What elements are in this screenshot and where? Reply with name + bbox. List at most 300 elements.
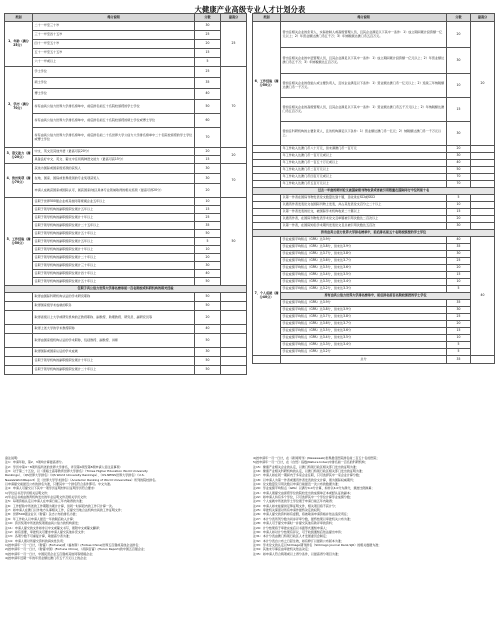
table-row [253, 349, 495, 356]
note-line: 注6：工作经验中所述的工作期限为累计计算，但同一时间段内的工作只计算一次。 [5, 503, 115, 508]
points-cell: 15 [195, 156, 221, 164]
points-cell: 40 [447, 160, 471, 167]
empty-category-cell [5, 302, 33, 311]
note-line: 注7：如申请人在澳门以外地方从事相关工作，应提交当地合法机构出具的工作证明文件； [5, 508, 124, 513]
table-row [253, 202, 495, 209]
table-row [5, 58, 247, 67]
table-row [253, 300, 495, 307]
left-score-table [4, 13, 247, 375]
table-row [5, 156, 247, 164]
criterion-cell: 持有由具公信力世界大学排名榜单中，前后排名前五十名院校颁授的学士学位 [33, 100, 195, 114]
total-row [253, 356, 495, 364]
empty-max-cell [471, 216, 495, 223]
criterion-cell: 学业成绩平均积点（GPA）达3.8分，但未达3.9分 [281, 244, 447, 251]
max-score-cell: 50 [221, 198, 247, 286]
section-band: 持有由具公信力世界大学排名榜单中，前后排名前五十名院校颁授的学士学位 [253, 230, 495, 237]
note-line: 注1：申请年龄，第2、3项均计算最高得分。 [5, 460, 65, 465]
table-row [5, 164, 247, 174]
category-cell: 7、个人成就（满分40分） [253, 237, 281, 356]
points-cell: 25 [447, 314, 471, 321]
criterion-cell: 曾出任相关企业的中层管理人员，且其企业满足以下其中一条件：1）成立期间累计投资额一亿元以上；2）年营业额达澳门币五千万；3）年纳税额达五百万元。 [281, 48, 447, 74]
total-value: 35 [447, 356, 471, 364]
table-row [5, 100, 247, 114]
criterion-cell: 学业成绩平均积点（GPA）达3.9分 [281, 237, 447, 244]
empty-category-cell [5, 348, 33, 357]
note-line: 注15：健康产业相关企业的认定，以澳门特别行政区相关部门发出的证明为准； [253, 464, 359, 469]
empty-category-cell [5, 334, 33, 348]
table-row [253, 307, 495, 314]
note-line: 3)按申请年一月一日计，中国民营企业五百强或其他同等规模企业； [5, 551, 96, 556]
table-row [5, 230, 247, 238]
total-label: 总分 [281, 356, 447, 364]
table-row [253, 122, 495, 146]
max-score-cell: 20 [221, 148, 247, 164]
points-cell: 5 [195, 58, 221, 67]
criterion-cell: 三十一岁至四十五岁 [33, 31, 195, 40]
points-cell: 20 [195, 254, 221, 262]
note-line: News&WorldReport）及《世界大学学术排名》（Academic Ranking of World Universities）所列的院校排名。 [5, 477, 159, 482]
table-row [5, 366, 247, 375]
points-cell: 10 [447, 74, 471, 98]
section-band: 任职于具公信力世界大学排名榜单前一百名院校或科研机构的相关经验 [5, 286, 247, 293]
note-line: 注2：学历中第4～8项所指所述的世界大学排名，详见第4项至第8项申请人需注意事项： [5, 464, 123, 469]
points-cell: 10 [447, 335, 471, 342]
points-cell: 70 [447, 174, 471, 181]
header-max: 最高分 [471, 14, 495, 22]
note-line: 注9：年工作收入以申请人最近一年的税后收入计算； [5, 516, 76, 521]
note-line: 注31：本计分表由澳门特别行政区人才发展委员会制定； [253, 534, 329, 539]
points-cell: 30 [447, 48, 471, 74]
points-cell: 10 [195, 198, 221, 206]
note-line: 注3：对于第二十五位，以《泰晤士高等教育世界大学排名》（Times Higher Education World University [5, 469, 148, 474]
table-row [253, 160, 495, 167]
empty-max-cell [221, 302, 247, 311]
note-line: 备注说明： [5, 456, 21, 460]
criterion-cell: 学业成绩平均积点（GPA）达3.3分，但未达3.4分 [281, 342, 447, 349]
criterion-cell: 持有由具公信力世界大学排名榜单中，前后排名前二十名世界大学公信力大学排名榜单中二十名院校颁授的学士学位或博士学位 [33, 128, 195, 148]
points-cell: 35 [195, 222, 221, 230]
points-cell: 50 [195, 278, 221, 286]
empty-category-cell [253, 216, 281, 223]
table-row [253, 98, 495, 122]
table-row [5, 174, 247, 184]
criterion-cell: 任职于领导机构的副职级职位累计三十年以上 [33, 262, 195, 270]
points-cell: 5 [195, 238, 221, 246]
criterion-cell: 年工作收入达澳门币八十万元，但未满澳门币一百万元 [281, 146, 447, 153]
criterion-cell: 在地、国家、国际或世界级别的专业奖项获奖人 [33, 174, 195, 184]
empty-category-cell [253, 181, 281, 188]
table-row [253, 251, 495, 258]
table-row [253, 272, 495, 279]
points-cell: 35 [447, 300, 471, 307]
empty-max-cell [471, 195, 495, 202]
table-row [5, 40, 247, 49]
criterion-cell: 二十一岁至三十岁 [33, 22, 195, 31]
empty-category-cell [253, 202, 281, 209]
criterion-cell: 中文、英文及其他外语（最高可获20分） [33, 148, 195, 156]
criterion-cell: 任职于领导机构的副职级职位累计二十年以上 [33, 254, 195, 262]
table-row [253, 146, 495, 153]
left-header-row [5, 14, 247, 22]
max-score-cell: 40 [471, 237, 495, 356]
points-cell: 30 [195, 348, 221, 357]
criterion-cell: 任职于领导机构的副职级职位累计二十年以上 [33, 366, 195, 375]
table-row [5, 238, 247, 246]
criterion-cell: 学士学位 [33, 67, 195, 78]
note-line: 注14：申请人须对所提交资料的真实性负责； [5, 538, 66, 543]
section-band-row [253, 293, 495, 300]
empty-category-cell [253, 153, 281, 160]
points-cell: 30 [195, 22, 221, 31]
points-cell: 20 [447, 265, 471, 272]
criterion-cell: 具备良好中文、英文、葡文中任何两种语文能力（最高可获15分） [33, 156, 195, 164]
table-row [253, 181, 495, 188]
points-cell: 50 [195, 357, 221, 366]
note-line: 1)按申请年一月一日计，《财富》(Fortune)或《福布斯》(Forbes China)世界五百强或其他企业排名； [5, 542, 142, 547]
note-line: 注26：申请人提交的资料如有虚假，将被取消申请资格并依法追究责任； [253, 512, 350, 517]
notes-right [253, 456, 496, 556]
criterion-cell: 任职于领导机构的副职级职位累计五十年以上 [33, 230, 195, 238]
criterion-cell: 学业成绩平均积点（GPA）达3.2分 [281, 349, 447, 356]
points-cell: 35 [195, 78, 221, 89]
points-cell: 5 [447, 195, 471, 202]
table-row [5, 293, 247, 302]
note-line: 注25：审批机关保留对所有申请作最终决定的权利； [253, 508, 323, 513]
empty-category-cell [253, 356, 281, 364]
criterion-cell: 以第一作者，在国际知名学术期刊发表论文且总被引用次数达五百次 [281, 223, 447, 230]
points-cell: 10 [447, 202, 471, 209]
criterion-cell: 学业成绩平均积点（GPA）达3.6分，但未达3.7分 [281, 258, 447, 265]
points-cell: 5 [447, 342, 471, 349]
table-row [253, 237, 495, 244]
criterion-cell: 年工作收入达澳门币一百万元或以上 [281, 153, 447, 160]
points-cell: 50 [195, 100, 221, 114]
empty-max-cell [221, 357, 247, 366]
points-cell: 10 [195, 246, 221, 254]
section-band: 过去一年度的期刊论文被国家级刊物收录或者被引用数量在国际同行中位列前十名 [253, 188, 495, 195]
note-line: 注23：个人成就中所述的学士学位须于申请日前五年内取得； [253, 499, 335, 504]
empty-max-cell [221, 366, 247, 375]
criterion-cell: 持有由具公信力世界大学排名榜单中，前后排名前五十名院校颁授的硕士学位或博士学位 [33, 114, 195, 128]
points-cell: 20 [195, 311, 221, 325]
header-category: 类别 [253, 14, 281, 22]
table-row [5, 278, 247, 286]
table-row [253, 314, 495, 321]
note-line: 2)按申请年一月一日计，《财富中国》(Fortune China)、《胡润百富》(Hurun Report)的中国五百强企业； [5, 547, 147, 552]
note-line: Rankings）、《QS世界大学排名》（QS World University Rankings）、《US.NEWS世界大学排名》（U.S. [5, 473, 145, 478]
table-row [253, 321, 495, 328]
points-cell: 15 [447, 98, 471, 122]
note-line: 注10：资历奖项中所述的奖项须由具公信力的机构颁发； [5, 521, 81, 526]
section-band-row [253, 230, 495, 237]
empty-max-cell [471, 202, 495, 209]
table-row [5, 214, 247, 222]
points-cell: 40 [195, 89, 221, 100]
points-cell: 15 [195, 206, 221, 214]
criterion-cell: 任职于领导机构的副职级职位累计十年以上 [33, 246, 195, 254]
table-row [5, 222, 247, 230]
criterion-cell: 年工作收入达澳门币四百万元或以上 [281, 174, 447, 181]
max-score-cell: 20 [471, 22, 495, 146]
note-line: 注34：其他未尽事宜由审批机关依法决定； [253, 547, 311, 552]
header-points: 分数 [447, 14, 471, 22]
criterion-cell: 任职于领导机构的副职级职位累计十年以上 [33, 357, 195, 366]
empty-max-cell [471, 223, 495, 230]
criterion-cell: 学业成绩平均积点（GPA）达3.4分，但未达3.5分 [281, 272, 447, 279]
table-row [5, 246, 247, 254]
points-cell: 35 [447, 244, 471, 251]
notes-left [5, 456, 248, 560]
points-cell: 50 [195, 293, 221, 302]
criterion-cell: 硕士学位 [33, 78, 195, 89]
points-cell: 50 [195, 334, 221, 348]
note-line: 注13：各项分数不可重复计算，取最高分者为准； [5, 534, 72, 539]
category-cell: 6、工作经验（满分50分） [253, 22, 281, 146]
criterion-cell: 以通讯作者发表论文在国际刊物上发表，并占其发表论文百分之二十以上 [281, 202, 447, 209]
note-line: 注18：以申请人为第一作者或通讯作者发表的论文计算，须为国际权威期刊； [253, 477, 356, 482]
points-cell: 20 [195, 184, 221, 198]
criterion-cell: 任职于世界500强企业或其他同等规模企业五年以上 [33, 198, 195, 206]
right-table [252, 13, 495, 364]
table-row [253, 48, 495, 74]
table-row [5, 198, 247, 206]
empty-max-cell [471, 174, 495, 181]
note-line: 1)学位证书及学历相关证明文件； [5, 490, 51, 495]
criterion-cell: 曾担任科研机构的主要负责人，且该机构满足以下条件：1）营业额达澳门币一亿元；2）纳税额达澳门币一千万元以上。 [281, 122, 447, 146]
table-row [253, 174, 495, 181]
note-line: 注24：申请人如未能提供足够证明文件，相关项目将不获计分； [253, 503, 338, 508]
table-row [5, 22, 247, 31]
note-line: 注8：世界500强企业以《财富》杂志公布的排名为准； [5, 512, 79, 517]
empty-category-cell [253, 174, 281, 181]
table-row [5, 270, 247, 278]
note-line: 注29：计分结果将于审批完成后以书面形式通知申请人； [253, 525, 329, 530]
note-line: 4)按申请年近期一年的年营业额达澳门币五千万元以上的企业； [5, 555, 90, 560]
note-line: 注11：申请人提交的文件如非以中文或葡文书写，须附中文或葡文翻译； [5, 525, 102, 530]
note-line: 注16：健康产业相关科研机构的认定，以澳门特别行政区相关部门发出的证明为准； [253, 469, 365, 474]
points-cell: 30 [447, 223, 471, 230]
table-row [5, 89, 247, 100]
points-cell: 40 [195, 270, 221, 278]
empty-category-cell [253, 160, 281, 167]
table-row [5, 148, 247, 156]
table-row [5, 184, 247, 198]
empty-max-cell [221, 293, 247, 302]
table-row [253, 209, 495, 216]
empty-max-cell [221, 325, 247, 334]
criterion-cell: 学业成绩平均积点（GPA）达3.5分，但未达3.6分 [281, 265, 447, 272]
criterion-cell: 取得国际或国家认证的学术成就 [33, 348, 195, 357]
table-row [5, 206, 247, 214]
points-cell: 70 [195, 128, 221, 148]
table-row [253, 335, 495, 342]
points-cell: 20 [447, 216, 471, 223]
empty-max-cell [471, 146, 495, 153]
criterion-cell: 学业成绩平均积点（GPA）达3.6分，但未达3.7分 [281, 321, 447, 328]
empty-category-cell [5, 293, 33, 302]
empty-max-cell [221, 311, 247, 325]
criterion-cell: 取得省级以上大学或研究机构的正教授职称、副教授、助理教授、研究员、副研究员等 [33, 311, 195, 325]
criterion-cell: 任职于领导机构的副职级职位累计五年以上 [33, 238, 195, 246]
criterion-cell: 五十一岁至五十五岁 [33, 49, 195, 58]
criterion-cell: 曾担任相关企业的创始人或主要负责人，且该企业满足以下条件：1）营业额达澳门币一亿元以上；2）连续三年纳税额达澳门币一千万元。 [281, 74, 447, 98]
points-cell: 25 [447, 258, 471, 265]
points-cell: 50 [447, 167, 471, 174]
table-row [253, 286, 495, 293]
points-cell: 40 [447, 237, 471, 244]
criterion-cell: 取得上述大学的学术教授职称 [33, 325, 195, 334]
empty-category-cell [5, 311, 33, 325]
note-line: 注28：申请人可于提交申请时一并提交其他有助评审的资料； [253, 521, 335, 526]
section-band-row [253, 188, 495, 195]
points-cell: 25 [195, 214, 221, 222]
section-band: 持有由具公信力世界大学排名榜单中，前后排名前百名院校颁授的学士学位 [281, 293, 471, 300]
category-cell: 2、学历（满分70分） [5, 67, 33, 148]
table-row [5, 254, 247, 262]
note-line: 注21：申请人须提交由颁授学位的院校发出的成绩单正本或经认证的副本； [253, 490, 353, 495]
note-line: 注32：本计分表自公布之日起生效，如有修订以最新公布版本为准； [253, 538, 344, 543]
criterion-cell: 学业成绩平均积点（GPA）达3.7分，但未达3.8分 [281, 314, 447, 321]
page-title: 大健康产业高级专业人才计划分表 [194, 5, 306, 14]
points-cell: 70 [447, 181, 471, 188]
criterion-cell: 任职于领导机构的副职级职位累计十年以上 [33, 214, 195, 222]
points-cell: 60 [195, 114, 221, 128]
criterion-cell: 学业成绩平均积点（GPA）达3.5分，但未达3.6分 [281, 328, 447, 335]
criterion-cell: 任职于领导机构的副职级职位累计二十五年以上 [33, 222, 195, 230]
header-max: 最高分 [221, 14, 247, 22]
note-line: 注12：如有需要，审批机关可要求申请人提交其他补充文件； [5, 529, 87, 534]
points-cell: 15 [447, 209, 471, 216]
points-cell: 5 [447, 286, 471, 293]
table-row [253, 279, 495, 286]
points-cell: 50 [195, 230, 221, 238]
points-cell: 30 [195, 174, 221, 184]
points-cell: 20 [447, 22, 471, 48]
points-cell: 30 [195, 262, 221, 270]
empty-category-cell [253, 167, 281, 174]
empty-max-cell [471, 209, 495, 216]
category-cell: 5、工作经验（满分50分） [5, 198, 33, 286]
empty-max-cell [471, 167, 495, 174]
points-cell: 20 [447, 146, 471, 153]
empty-category-cell [5, 357, 33, 366]
category-cell: 3、语文能力（满分20分） [5, 148, 33, 164]
header-criterion: 得分说明 [33, 14, 195, 22]
empty-max-cell [471, 160, 495, 167]
criterion-cell: 六十一岁或以上 [33, 58, 195, 67]
note-line: 注20：学业成绩平均积点（GPA）以满分4.0分计算，如非以4.0分为满分，须按比例换算； [253, 486, 375, 491]
criterion-cell: 曾出任相关企业的负责人，实际控制人或高级管理人员，且其企业满足以下其中一条件：1）成立期间累计投资额一亿元以上；2）年营业额达澳门币五千万；3）年纳税额达澳门币五百万元。 [281, 22, 447, 48]
points-cell: 30 [447, 153, 471, 160]
points-cell: 20 [195, 40, 221, 49]
points-cell: 30 [447, 307, 471, 314]
criterion-cell: 学业成绩平均积点（GPA）达3.4分，但未达3.5分 [281, 335, 447, 342]
criterion-cell: 学业成绩平均积点（GPA）达3.8分，但未达3.9分 [281, 307, 447, 314]
table-row [253, 153, 495, 160]
empty-max-cell [221, 348, 247, 357]
criterion-cell: 年工作收入达澳门币一百五十万元或以上 [281, 160, 447, 167]
points-cell: 20 [447, 321, 471, 328]
criterion-cell: 任职于领导机构的副职级职位累计四十年以上 [33, 270, 195, 278]
criterion-cell: 取得国家级学术成就的职务 [33, 302, 195, 311]
points-cell: 15 [195, 49, 221, 58]
table-row [253, 258, 495, 265]
table-row [253, 167, 495, 174]
category-cell: 1、年龄（满分25分） [5, 22, 33, 67]
points-cell: 25 [195, 67, 221, 78]
table-row [5, 302, 247, 311]
points-cell: 15 [447, 272, 471, 279]
table-row [253, 22, 495, 48]
header-points: 分数 [195, 14, 221, 22]
table-row [5, 311, 247, 325]
table-row [253, 74, 495, 98]
table-row [5, 334, 247, 348]
table-row [253, 195, 495, 202]
table-row [253, 244, 495, 251]
max-score-cell: 25 [221, 22, 247, 67]
empty-max-cell [221, 334, 247, 348]
criterion-cell: 年工作收入达澳门币二百万元以上 [281, 167, 447, 174]
table-row [253, 342, 495, 349]
points-cell: 30 [447, 251, 471, 258]
criterion-cell: 博士学位 [33, 89, 195, 100]
table-row [5, 31, 247, 40]
criterion-cell: 以第一作者发表的论文，被国际学术机构收录二十篇以上 [281, 209, 447, 216]
note-line: 注19：论文数量及引用次数以申请日前最近一次公布的数据为准； [253, 482, 341, 487]
criterion-cell: 取得由国家级机构认证的学术职称，包括教授、副教授、讲师 [33, 334, 195, 348]
note-line: 4)按申请年一月一日计，在《新闻周刊》(Newsweek)世界最佳医院排名前二百五十名的医院； [253, 456, 380, 460]
table-row [5, 262, 247, 270]
empty-category-cell [5, 325, 33, 334]
note-line: 注33：学术论文的认定以SCImago期刊排名（SCImago Journal Rank,SJR）的相关数据为准； [253, 542, 382, 547]
max-score-cell: 70 [221, 67, 247, 148]
criterion-cell: 学业成绩平均积点（GPA）达3.9分 [281, 300, 447, 307]
header-category: 类别 [5, 14, 33, 22]
table-row [253, 328, 495, 335]
section-band-row [5, 286, 247, 293]
table-row [5, 78, 247, 89]
empty-category-cell [253, 195, 281, 202]
right-header-row [253, 14, 495, 22]
note-line: 注22：如申请人持有多个学位，只可选择其中一个学位计算学业成绩分数； [253, 495, 353, 500]
max-score-cell: 70 [221, 164, 247, 198]
empty-category-cell [253, 209, 281, 216]
table-row [5, 67, 247, 78]
note-line: 注17：申请人如在同一期间内于多家企业任职，只可选择其中一家企业计算分数； [253, 473, 362, 478]
points-cell: 5 [447, 349, 471, 356]
empty-max-cell [471, 153, 495, 160]
note-line: 注4：申请人可提交以下其中一项学历证明材料以证明学历符合要求： [5, 486, 97, 491]
header-criterion: 得分说明 [281, 14, 447, 22]
note-line: 以申请提交前最近公布的排名为准，只要其中一个排名符合条件即可。中文为准。 [5, 482, 114, 487]
points-cell: 50 [195, 302, 221, 311]
criterion-cell: 学业成绩平均积点（GPA）达3.7分，但未达3.8分 [281, 251, 447, 258]
note-line: 2)毕业证书或由教育机构发出的毕业证明文件及相关学历文件； [5, 495, 90, 500]
empty-max-cell [471, 181, 495, 188]
criterion-cell: 获选为国际或国家级奖项的获奖人 [33, 164, 195, 174]
table-row [5, 348, 247, 357]
criterion-cell: 以通讯作者，在国际刊物发表学术论文且单篇被引用次数达二百次以上 [281, 216, 447, 223]
note-line: 5)按申请年一月一日计，在《自然》指数(Nature Index)中排名前一百名的科研机构； [253, 460, 368, 465]
table-row [253, 223, 495, 230]
criterion-cell: 任职于领导机构的副职级职位累计五十年以上 [33, 278, 195, 286]
points-cell: 30 [447, 122, 471, 146]
points-cell: 25 [195, 31, 221, 40]
criterion-cell: 取得由国际科研机构认证的学术研究职称 [33, 293, 195, 302]
empty-category-cell [253, 223, 281, 230]
note-line: 注35：如申请人符合两项或以上得分条件，以最高得分项目为准； [253, 551, 341, 556]
